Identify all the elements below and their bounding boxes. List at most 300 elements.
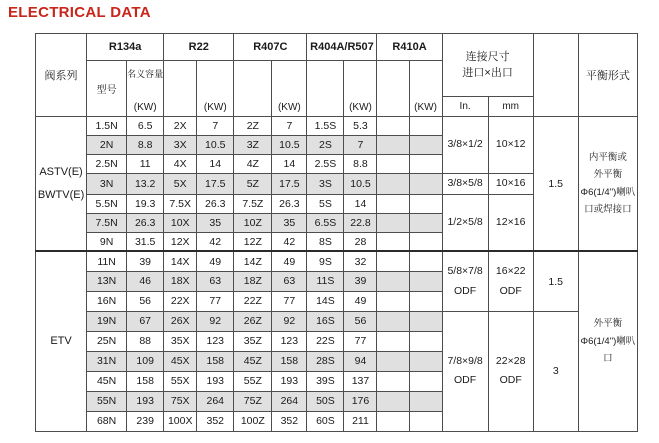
capacity-value-cell-text: 264 xyxy=(206,395,225,408)
model-cell-text: 5.5N xyxy=(95,197,118,210)
model-cell-text: 1.5S xyxy=(314,120,337,132)
refrigerant-header-r407c: R407C xyxy=(234,34,307,61)
connection-mm-cell-text: 10×16 xyxy=(495,177,526,189)
model-cell xyxy=(87,331,127,351)
model-cell-text: 2S xyxy=(318,139,332,151)
capacity-value-cell-text: 19.3 xyxy=(134,197,156,210)
balance-type-cell-text: 外平衡 xyxy=(593,169,623,181)
refrigerant-header-r404a-r507: R404A/R507 xyxy=(307,34,377,61)
model-cell-text: 39S xyxy=(316,375,335,388)
capacity-value-cell-text: 26.3 xyxy=(134,216,156,229)
capacity-value-cell xyxy=(197,232,234,251)
model-cell-text: 19N xyxy=(96,315,117,328)
connection-mm-cell-text: ODF xyxy=(499,284,522,297)
model-cell-text: 22X xyxy=(170,295,190,308)
model-cell-text: 2.5S xyxy=(314,158,337,170)
capacity-value-cell-text: 42 xyxy=(209,235,222,248)
model-header xyxy=(377,61,409,117)
model-cell-text: 60S xyxy=(316,415,335,428)
capacity-value-cell xyxy=(197,194,234,213)
capacity-value-cell xyxy=(197,271,234,291)
capacity-value-cell-text: 31.5 xyxy=(134,235,156,248)
balance-type-cell-text: 内平衡或 xyxy=(588,151,627,163)
model-header xyxy=(234,61,272,117)
capacity-value-cell xyxy=(344,117,377,136)
model-cell-text: 55X xyxy=(170,375,190,388)
valve-series-cell-text: ASTV(E) xyxy=(39,165,83,178)
model-cell xyxy=(164,232,197,251)
model-cell xyxy=(307,351,344,371)
capacity-value-cell xyxy=(409,117,442,136)
model-cell-text: 50S xyxy=(316,395,335,408)
balance-type-cell-text: 口 xyxy=(603,353,613,365)
model-cell xyxy=(234,351,272,371)
capacity-value-cell xyxy=(344,391,377,411)
model-cell xyxy=(87,411,127,431)
connection-mm-cell xyxy=(488,251,533,311)
connection-mm-cell-text: 10×12 xyxy=(495,138,526,151)
model-cell xyxy=(87,117,127,136)
connection-inch-cell xyxy=(442,117,488,174)
capacity-value-cell-text: 8.8 xyxy=(353,158,368,170)
capacity-value-cell-text: 123 xyxy=(280,335,299,348)
model-cell xyxy=(87,251,127,271)
model-cell-text: 22Z xyxy=(243,295,262,308)
model-cell-text: 14X xyxy=(170,255,190,268)
model-cell xyxy=(87,291,127,311)
model-cell-text: 7.5X xyxy=(169,197,192,210)
model-cell xyxy=(87,213,127,232)
capacity-header-content xyxy=(197,62,233,116)
capacity-value-cell xyxy=(127,251,164,271)
valve-series-header: 阀系列 xyxy=(36,34,87,117)
model-cell-text: 22S xyxy=(316,335,335,348)
rating-cell-text: 1.5 xyxy=(548,275,564,288)
model-cell-text: 100Z xyxy=(240,415,265,428)
model-cell xyxy=(164,351,197,371)
connection-inch-cell xyxy=(442,251,488,311)
capacity-value-cell-text: 49 xyxy=(354,295,367,308)
model-cell xyxy=(234,136,272,155)
connection-inch-cell-text: 3/8×1/2 xyxy=(447,138,483,151)
capacity-value-cell-text: 67 xyxy=(139,315,152,328)
capacity-value-cell-text: 14 xyxy=(209,158,222,170)
capacity-value-cell xyxy=(409,232,442,251)
capacity-value-cell xyxy=(127,411,164,431)
capacity-value-cell-text: 14 xyxy=(283,158,296,170)
capacity-value-cell-text: 10.5 xyxy=(279,139,300,151)
connection-inch-cell-text: 7/8×9/8 xyxy=(447,354,483,367)
capacity-value-cell xyxy=(344,213,377,232)
capacity-value-cell-text: 7 xyxy=(212,120,219,132)
connection-mm-cell-text: ODF xyxy=(499,374,522,387)
capacity-value-cell xyxy=(344,194,377,213)
valve-series-cell-text: ETV xyxy=(50,335,72,348)
capacity-value-cell xyxy=(197,174,234,195)
model-cell-text: 2Z xyxy=(246,120,259,132)
connection-mm-cell-text: 16×22 xyxy=(495,264,526,277)
capacity-value-cell xyxy=(272,174,307,195)
capacity-value-cell xyxy=(344,311,377,331)
capacity-value-cell xyxy=(197,117,234,136)
model-cell xyxy=(307,271,344,291)
capacity-value-cell xyxy=(197,213,234,232)
capacity-value-cell xyxy=(272,291,307,311)
model-cell xyxy=(87,136,127,155)
model-cell xyxy=(164,411,197,431)
connection-inch-cell-text: 1/2×5/8 xyxy=(447,215,483,228)
model-cell-text: 35X xyxy=(170,335,190,348)
capacity-value-cell-text: 88 xyxy=(139,335,152,348)
capacity-value-cell-text: 137 xyxy=(351,375,370,388)
model-cell-text: 12X xyxy=(170,235,190,248)
connection-mm-cell xyxy=(488,194,533,251)
capacity-value-cell xyxy=(409,411,442,431)
connection-mm-cell-text: 12×16 xyxy=(495,215,526,228)
kw-unit-label: (KW) xyxy=(133,101,157,113)
capacity-value-cell-text: 17.5 xyxy=(205,177,226,190)
capacity-value-cell-text: 10.5 xyxy=(350,177,371,190)
capacity-value-cell-text: 352 xyxy=(280,415,299,428)
capacity-value-cell xyxy=(127,194,164,213)
capacity-value-cell xyxy=(127,311,164,331)
model-cell xyxy=(87,311,127,331)
capacity-value-cell-text: 7 xyxy=(357,139,364,151)
model-cell xyxy=(234,291,272,311)
model-cell-text: 2X xyxy=(173,120,187,132)
capacity-value-cell-text: 6.5 xyxy=(137,120,153,132)
capacity-value-cell xyxy=(197,291,234,311)
kw-unit-label: (KW) xyxy=(277,101,301,113)
connection-size-header xyxy=(442,34,533,97)
model-cell xyxy=(307,331,344,351)
capacity-value-cell xyxy=(272,371,307,391)
model-cell-text: 25N xyxy=(96,335,117,348)
model-cell xyxy=(234,331,272,351)
capacity-value-cell xyxy=(272,232,307,251)
connection-inch-cell xyxy=(442,194,488,251)
model-cell xyxy=(307,213,344,232)
capacity-value-cell xyxy=(272,136,307,155)
refrigerant-header-r410a: R410A xyxy=(377,34,442,61)
capacity-value-cell-text: 35 xyxy=(209,216,222,229)
rating-column-header xyxy=(533,34,578,117)
model-cell-text: 11S xyxy=(316,275,335,288)
capacity-value-cell-text: 123 xyxy=(206,335,225,348)
kw-unit-label: (KW) xyxy=(203,101,227,113)
model-cell-text: 7.5N xyxy=(95,216,118,229)
capacity-value-cell-text: 92 xyxy=(209,315,222,328)
model-cell-text: 9S xyxy=(318,255,332,268)
capacity-header xyxy=(127,61,164,117)
capacity-value-cell-text: 63 xyxy=(209,275,222,288)
rating-cell xyxy=(533,251,578,311)
model-cell-text: 55Z xyxy=(243,375,262,388)
model-cell-text: 11N xyxy=(97,255,116,268)
capacity-value-cell xyxy=(127,213,164,232)
model-cell xyxy=(307,232,344,251)
connection-inch-cell-text: 5/8×7/8 xyxy=(447,264,483,277)
capacity-value-cell-text: 7 xyxy=(286,120,293,132)
model-cell-text: 3N xyxy=(99,177,114,190)
model-cell-text: 16S xyxy=(316,315,335,328)
model-cell xyxy=(377,213,409,232)
model-header xyxy=(164,61,197,117)
model-cell xyxy=(164,391,197,411)
model-header: 型号 xyxy=(87,61,127,117)
model-cell xyxy=(164,291,197,311)
capacity-header xyxy=(409,61,442,117)
model-cell-text: 26X xyxy=(170,315,190,328)
capacity-value-cell xyxy=(197,371,234,391)
model-cell-text: 7.5Z xyxy=(242,197,264,210)
capacity-value-cell xyxy=(344,232,377,251)
model-cell xyxy=(307,117,344,136)
capacity-value-cell-text: 49 xyxy=(283,255,296,268)
capacity-value-cell xyxy=(127,232,164,251)
connection-inlet-outlet-label: 进口×出口 xyxy=(462,67,513,79)
capacity-value-cell xyxy=(409,251,442,271)
capacity-value-cell-text: 46 xyxy=(139,275,152,288)
model-cell xyxy=(307,291,344,311)
capacity-value-cell-text: 63 xyxy=(283,275,296,288)
capacity-value-cell-text: 211 xyxy=(352,415,369,428)
capacity-value-cell xyxy=(272,411,307,431)
capacity-value-cell-text: 158 xyxy=(280,355,299,368)
model-cell xyxy=(377,331,409,351)
capacity-value-cell xyxy=(344,136,377,155)
capacity-value-cell xyxy=(127,136,164,155)
model-cell xyxy=(164,155,197,174)
connection-inch-cell-text: ODF xyxy=(454,284,477,297)
model-cell xyxy=(307,371,344,391)
model-cell xyxy=(307,136,344,155)
capacity-value-cell xyxy=(344,155,377,174)
capacity-value-cell-text: 26.3 xyxy=(205,197,226,210)
capacity-value-cell xyxy=(127,331,164,351)
page-title: ELECTRICAL DATA xyxy=(8,4,151,21)
capacity-value-cell-text: 77 xyxy=(209,295,222,308)
table-row xyxy=(36,311,638,331)
capacity-value-cell xyxy=(127,271,164,291)
model-cell-text: 6.5S xyxy=(314,216,337,229)
model-cell-text: 31N xyxy=(96,355,117,368)
model-cell-text: 18Z xyxy=(243,275,262,288)
capacity-value-cell-text: 39 xyxy=(354,275,367,288)
model-cell xyxy=(164,331,197,351)
capacity-value-cell-text: 13.2 xyxy=(134,177,156,190)
model-cell xyxy=(234,411,272,431)
model-cell xyxy=(87,232,127,251)
capacity-value-cell xyxy=(409,311,442,331)
capacity-value-cell-text: 109 xyxy=(136,355,154,368)
model-cell-text: 4Z xyxy=(246,158,259,170)
model-cell-text: 35Z xyxy=(243,335,262,348)
capacity-value-cell xyxy=(197,311,234,331)
capacity-value-cell xyxy=(197,331,234,351)
capacity-value-cell-text: 39 xyxy=(139,255,152,268)
model-cell-text: 45N xyxy=(96,375,117,388)
balance-type-header: 平衡形式 xyxy=(578,34,637,117)
capacity-value-cell xyxy=(127,155,164,174)
capacity-value-cell-text: 17.5 xyxy=(279,177,300,190)
model-cell xyxy=(377,311,409,331)
capacity-value-cell-text: 22.8 xyxy=(350,216,371,229)
model-cell xyxy=(234,371,272,391)
capacity-value-cell-text: 193 xyxy=(206,375,225,388)
model-cell-text: 12Z xyxy=(243,235,262,248)
model-header xyxy=(307,61,344,117)
capacity-value-cell xyxy=(409,194,442,213)
model-cell-text: 5X xyxy=(173,177,187,190)
header-row-refrigerants xyxy=(36,34,638,61)
model-cell xyxy=(307,411,344,431)
capacity-value-cell-text: 14 xyxy=(354,197,367,210)
capacity-value-cell xyxy=(409,291,442,311)
capacity-value-cell xyxy=(272,391,307,411)
capacity-value-cell xyxy=(197,411,234,431)
capacity-value-cell xyxy=(409,371,442,391)
model-cell-text: 8S xyxy=(318,235,332,248)
capacity-value-cell xyxy=(272,251,307,271)
capacity-value-cell-text: 26.3 xyxy=(279,197,300,210)
model-cell xyxy=(307,251,344,271)
rating-cell xyxy=(533,311,578,431)
model-cell-text: 55N xyxy=(96,395,117,408)
model-cell xyxy=(87,155,127,174)
capacity-value-cell xyxy=(344,174,377,195)
capacity-value-cell xyxy=(127,174,164,195)
model-cell xyxy=(234,155,272,174)
valve-series-cell-text: BWTV(E) xyxy=(37,188,85,201)
model-cell xyxy=(87,351,127,371)
capacity-value-cell-text: 92 xyxy=(283,315,296,328)
capacity-value-cell xyxy=(409,155,442,174)
model-cell xyxy=(307,155,344,174)
capacity-value-cell-text: 56 xyxy=(354,315,367,328)
capacity-value-cell xyxy=(409,331,442,351)
model-cell xyxy=(234,391,272,411)
model-cell xyxy=(164,371,197,391)
model-cell xyxy=(87,174,127,195)
balance-type-cell-text: 口或焊接口 xyxy=(584,204,632,216)
balance-type-cell xyxy=(578,251,637,431)
mm-header: mm xyxy=(488,97,533,117)
capacity-value-cell-text: 11 xyxy=(139,158,151,170)
electrical-data-table xyxy=(35,33,638,432)
model-cell xyxy=(234,271,272,291)
model-cell-text: 3X xyxy=(173,139,187,151)
model-cell xyxy=(377,136,409,155)
capacity-value-cell-text: 5.3 xyxy=(353,120,368,132)
model-cell-text: 3S xyxy=(318,177,332,190)
capacity-value-cell xyxy=(127,117,164,136)
model-cell xyxy=(377,194,409,213)
kw-unit-label: (KW) xyxy=(414,101,437,113)
rating-cell-text: 1.5 xyxy=(548,177,564,190)
valve-series-cell xyxy=(36,251,87,431)
model-cell xyxy=(234,194,272,213)
capacity-value-cell-text: 158 xyxy=(206,355,225,368)
capacity-value-cell xyxy=(272,311,307,331)
model-cell xyxy=(234,174,272,195)
model-cell xyxy=(164,117,197,136)
model-cell-text: 18X xyxy=(170,275,190,288)
capacity-value-cell xyxy=(127,391,164,411)
model-cell xyxy=(377,351,409,371)
rating-cell-text: 3 xyxy=(552,365,559,378)
model-cell xyxy=(87,194,127,213)
model-cell-text: 9N xyxy=(99,235,114,248)
capacity-value-cell xyxy=(197,391,234,411)
capacity-value-cell xyxy=(197,251,234,271)
connection-inch-cell-text: ODF xyxy=(454,374,477,387)
capacity-value-cell xyxy=(272,117,307,136)
model-cell xyxy=(164,174,197,195)
model-cell xyxy=(234,232,272,251)
capacity-value-cell xyxy=(344,251,377,271)
model-cell-text: 5S xyxy=(318,197,332,210)
capacity-label: 名义容量 xyxy=(127,68,164,79)
model-cell-text: 10Z xyxy=(243,216,262,229)
connection-size-label: 连接尺寸 xyxy=(465,50,510,63)
model-cell-text: 10X xyxy=(170,216,190,229)
model-cell-text: 13N xyxy=(96,275,117,288)
model-cell xyxy=(307,174,344,195)
model-cell-text: 14S xyxy=(316,295,335,308)
capacity-value-cell xyxy=(409,136,442,155)
capacity-value-cell-text: 10.5 xyxy=(205,139,226,151)
model-cell xyxy=(377,155,409,174)
capacity-value-cell-text: 32 xyxy=(354,255,367,268)
connection-mm-cell xyxy=(488,311,533,431)
capacity-value-cell xyxy=(127,371,164,391)
capacity-value-cell xyxy=(272,351,307,371)
capacity-value-cell xyxy=(197,351,234,371)
model-cell xyxy=(377,232,409,251)
model-cell xyxy=(234,311,272,331)
model-cell-text: 1.5N xyxy=(95,120,118,132)
model-cell-text: 26Z xyxy=(243,315,262,328)
capacity-value-cell xyxy=(344,331,377,351)
model-cell-text: 3Z xyxy=(246,139,259,151)
model-cell-text: 16N xyxy=(96,295,117,308)
capacity-value-cell-text: 35 xyxy=(283,216,296,229)
model-cell xyxy=(164,251,197,271)
table-row xyxy=(36,117,638,136)
connection-mm-cell xyxy=(488,117,533,174)
rating-cell xyxy=(533,117,578,252)
capacity-value-cell-text: 158 xyxy=(136,375,154,388)
model-cell xyxy=(164,136,197,155)
model-cell xyxy=(377,371,409,391)
balance-type-cell xyxy=(578,117,637,252)
capacity-value-cell-text: 77 xyxy=(354,335,367,348)
model-cell xyxy=(377,174,409,195)
model-cell xyxy=(87,391,127,411)
balance-type-cell-text: Φ6(1/4")喇叭 xyxy=(580,335,636,347)
model-cell-text: 75Z xyxy=(243,395,262,408)
capacity-value-cell-text: 352 xyxy=(206,415,225,428)
model-cell-text: 75X xyxy=(170,395,190,408)
model-cell-text: 45X xyxy=(170,355,190,368)
model-cell xyxy=(164,311,197,331)
capacity-value-cell xyxy=(197,136,234,155)
capacity-value-cell xyxy=(272,213,307,232)
capacity-value-cell-text: 56 xyxy=(139,295,152,308)
model-cell-text: 5Z xyxy=(246,177,259,190)
model-cell xyxy=(307,194,344,213)
